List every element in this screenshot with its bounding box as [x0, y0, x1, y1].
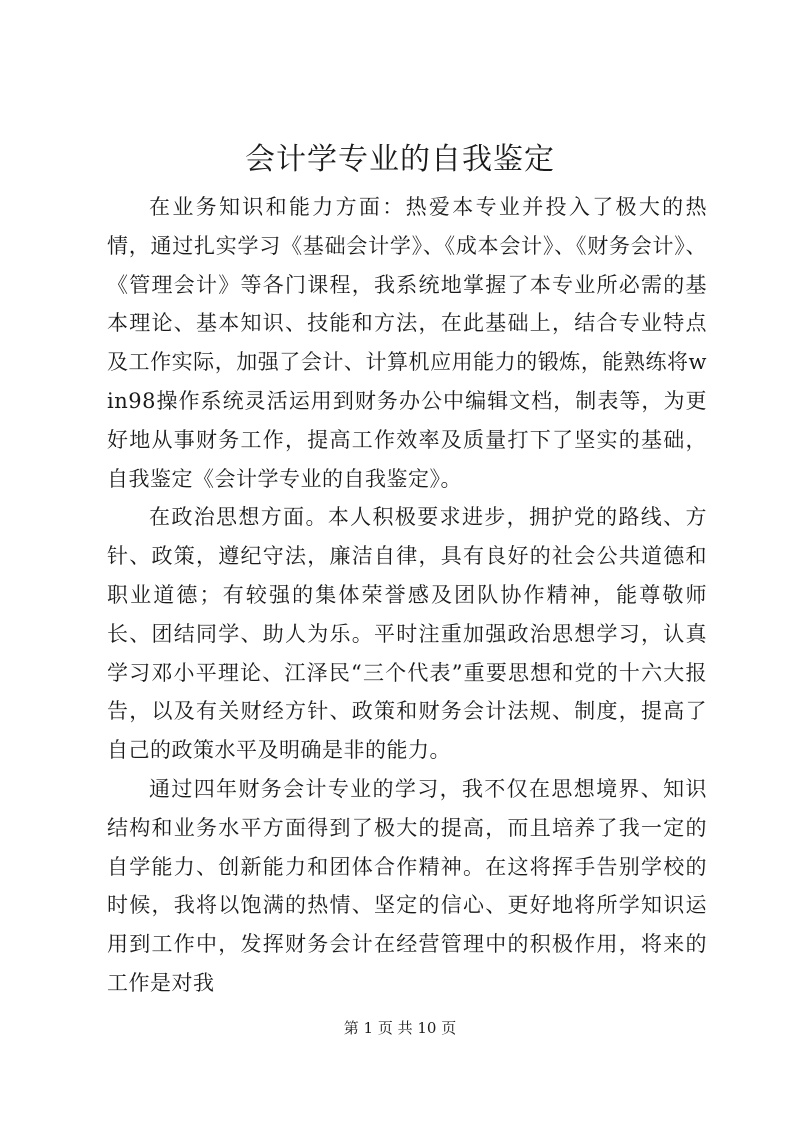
document-title: 会计学专业的自我鉴定 — [245, 142, 555, 177]
paragraph-professional-ability: 在业务知识和能力方面：热爱本专业并投入了极大的热情，通过扎实学习《基础会计学》、《成本会计》、《财务会计》、《管理会计》等各门课程，我系统地掌握了本专业所必需的基本理论、基本知识、技能和方法，在此基础上，结合专业特点及工作实际，加强了会计、计算机应用能力的锻炼，能熟练将win98操作系统灵活运用到财务办公中编辑文档，制表等，为更好地从事财务工作，提高工作效率及质量打下了坚实的基础，自我鉴定《会计学专业的自我鉴定》。 — [107, 195, 707, 491]
paragraph-summary: 通过四年财务会计专业的学习，我不仅在思想境界、知识结构和业务水平方面得到了极大的提高，而且培养了我一定的自学能力、创新能力和团体合作精神。在这将挥手告别学校的时候，我将以饱满的热情、坚定的信心、更好地将所学知识运用到工作中，发挥财务会计在经营管理中的积极作用，将来的工作是对我 — [107, 776, 707, 995]
document-body — [107, 188, 707, 1003]
page-number-footer: 第 1 页 共 10 页 — [343, 1019, 457, 1037]
paragraph-political-thought: 在政治思想方面。本人积极要求进步，拥护党的路线、方针、政策，遵纪守法，廉洁自律，具有良好的社会公共道德和职业道德；有较强的集体荣誉感及团队协作精神，能尊敬师长、团结同学、助人为乐。平时注重加强政治思想学习，认真学习邓小平理论、江泽民“三个代表”重要思想和党的十六大报告，以及有关财经方针、政策和财务会计法规、制度，提高了自己的政策水平及明确是非的能力。 — [107, 505, 707, 763]
